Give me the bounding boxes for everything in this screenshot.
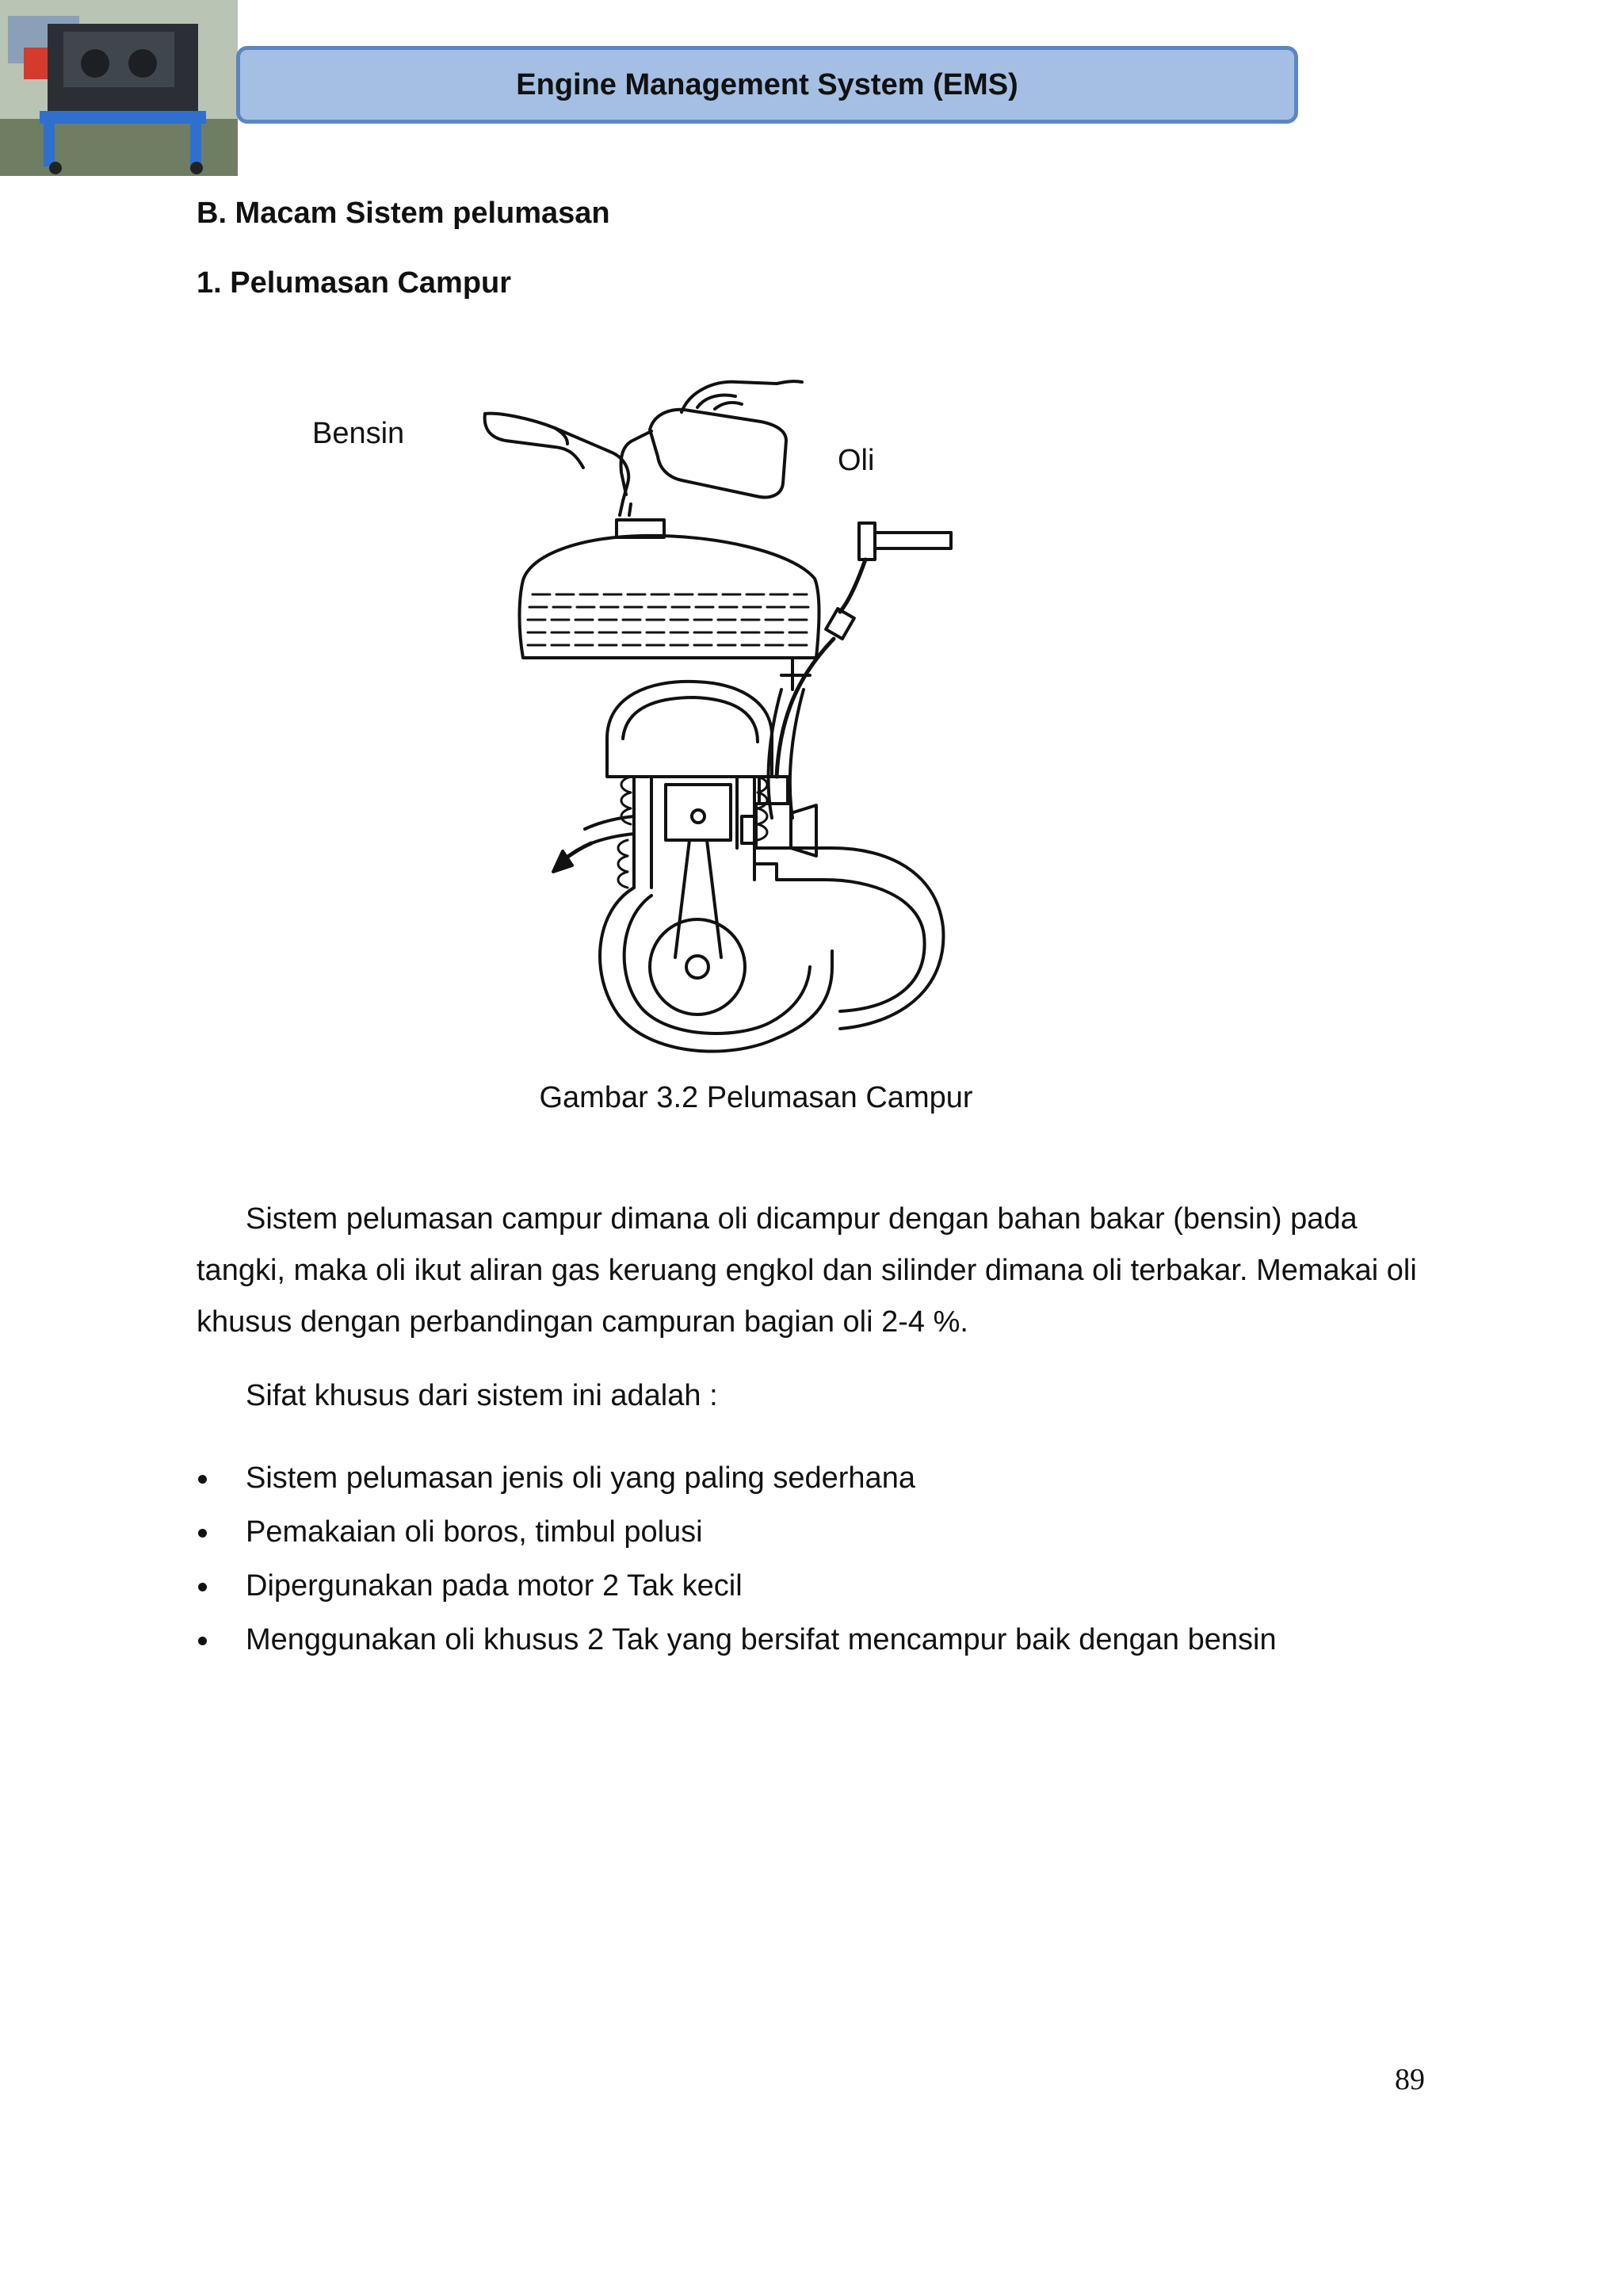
hand-pouring-fuel [485, 414, 629, 515]
bullet-icon [198, 1637, 207, 1645]
body-paragraph: Sistem pelumasan campur dimana oli dicampur dengan bahan bakar (bensin) pada tangki, maka oli ikut aliran gas keruang engkol dan silinder dimana oli terbakar. Memakai oli khusus dengan perbandingan campuran bagian oli 2-4 %. [197, 1202, 1417, 1339]
list-item [197, 1509, 1277, 1563]
list-item-text: Dipergunakan pada motor 2 Tak kecil [246, 1569, 743, 1603]
crankshaft [686, 956, 708, 978]
throttle-cable [840, 560, 865, 612]
transfer-port [754, 848, 943, 1029]
throttle-grip [859, 523, 875, 560]
list-item [197, 1563, 1277, 1617]
figure-label-bensin: Bensin [312, 417, 405, 450]
list-item-text: Sistem pelumasan jenis oli yang paling sederhana [246, 1461, 915, 1495]
cooling-fins-left [618, 777, 631, 888]
section-subheading: 1. Pelumasan Campur [197, 266, 512, 300]
header-banner [236, 46, 1298, 124]
list-item-text: Pemakaian oli boros, timbul polusi [246, 1515, 703, 1549]
list-intro: Sifat khusus dari sistem ini adalah : [246, 1379, 718, 1412]
connecting-rod [675, 840, 721, 957]
figure-caption: Gambar 3.2 Pelumasan Campur [539, 1081, 973, 1114]
figure-label-oli: Oli [838, 444, 875, 477]
mixed-lubrication-diagram [444, 365, 1157, 1062]
fuel-tank [520, 536, 819, 658]
bullet-icon [198, 1529, 207, 1538]
bullet-icon [198, 1475, 207, 1484]
cylinder-head [607, 682, 772, 777]
bullet-icon [198, 1583, 207, 1591]
fuel-oil-mixture [528, 594, 813, 645]
list-item-text: Menggunakan oli khusus 2 Tak yang bersifat mencampur baik dengan bensin [246, 1623, 1277, 1656]
fuel-line [769, 690, 804, 818]
throttle-handle [875, 533, 951, 548]
piston [666, 785, 731, 840]
header-title: Engine Management System (EMS) [516, 67, 1018, 101]
list-item [197, 1455, 1277, 1509]
page-number: 89 [1395, 2063, 1425, 2096]
list-item [197, 1617, 1277, 1671]
crank-disc [650, 919, 745, 1014]
section-heading: B. Macam Sistem pelumasan [197, 197, 610, 230]
engine-trainer-photo [0, 0, 238, 176]
hand-with-oil-jug [621, 381, 802, 515]
characteristics-list [197, 1455, 1277, 1671]
